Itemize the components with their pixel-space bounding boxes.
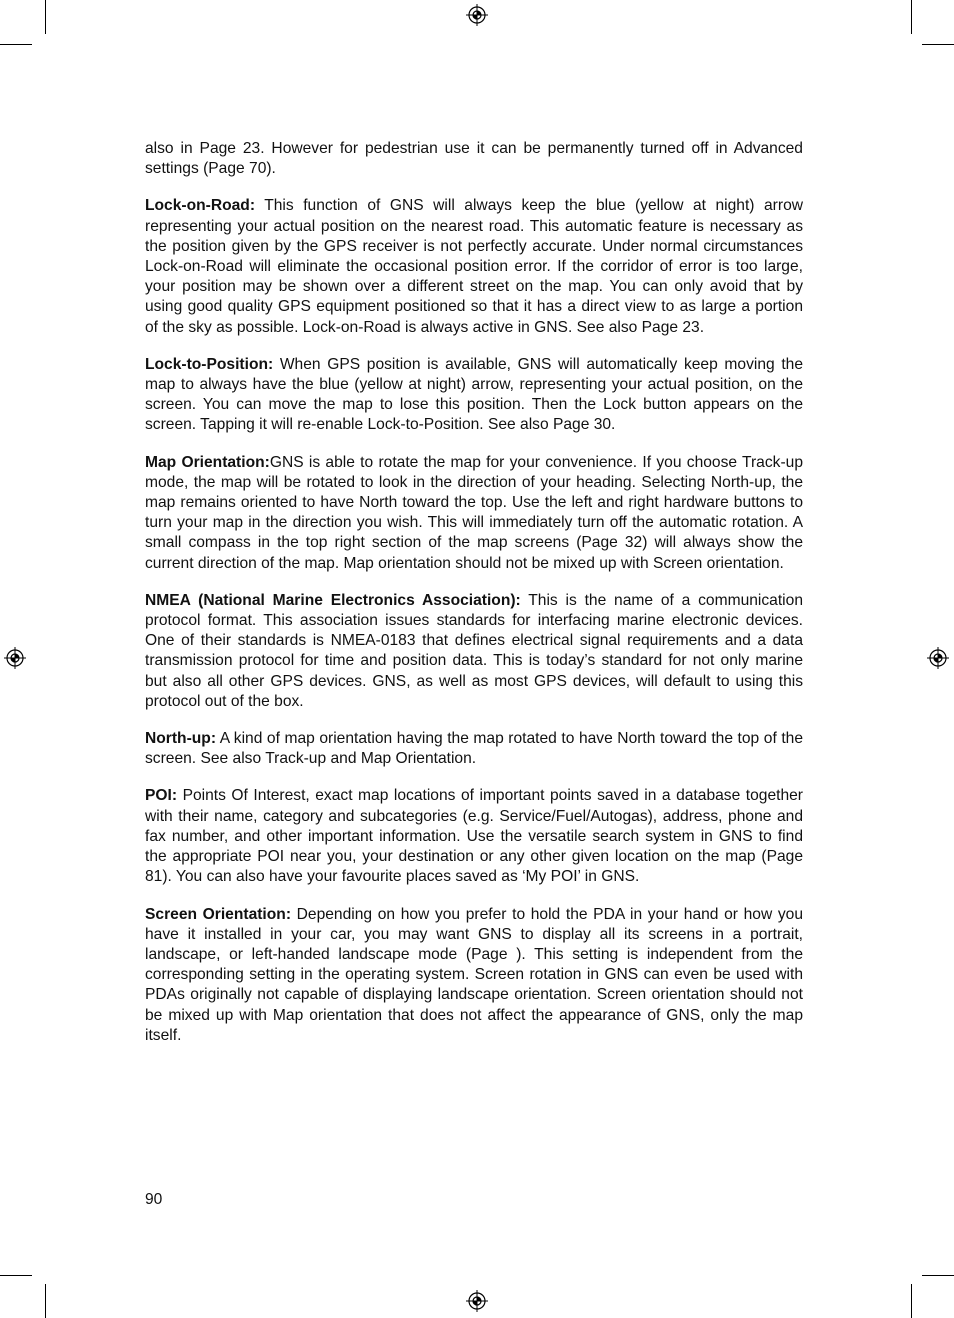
intro-paragraph: also in Page 23. However for pedestrian use it can be permanently turned off in Advanced settings (Page 70). [145, 140, 803, 178]
glossary-term: NMEA (National Marine Electronics Association): [145, 591, 521, 609]
glossary-definition: Depending on how you prefer to hold the PDA in your hand or how you have it installed in your car, you may want GNS to display all its screens in a portrait, landscape, or left-handed landscape mode (Page ). This setting is independent from the corresponding setting in the operating system. Screen rotation in GNS can even be used with PDAs originally not capable of displaying landscape orientation. Screen orientation should not be mixed up with Map orientation that does not affect the appearance of GNS, only the map itself. [145, 905, 803, 1044]
glossary-definition: This function of GNS will always keep the blue (yellow at night) arrow representing your actual position on the nearest road. This automatic feature is necessary as the position given by the GPS receiver is not perfectly accurate. Under normal circumstances Lock-on-Road will eliminate the occasional position error. If the corridor of error is too large, your position may be shown over a different street on the map. You can only avoid that by using good quality GPS equipment positioned so that it has a direct view to as large a portion of the sky as possible. Lock-on-Road is always active in GNS. See also Page 23. [145, 197, 803, 336]
page-number: 90 [145, 1191, 163, 1208]
glossary-entry-screen-orientation [145, 905, 803, 1046]
glossary-entry-lock-on-road [145, 196, 803, 337]
glossary-term: Lock-on-Road: [145, 197, 256, 215]
glossary-body [145, 139, 803, 1063]
glossary-definition: Points Of Interest, exact map locations of important points saved in a database together with their name, category and subcategories (e.g. Service/Fuel/Autogas), address, phone and fax number, and other important information. Use the versatile search system in GNS to find the appropriate POI near you, your destination or any other given location on the map (Page 81). You can also have your favourite places saved as ‘My POI’ in GNS. [145, 787, 803, 886]
glossary-term: Screen Orientation: [145, 905, 292, 923]
glossary-entry-nmea [145, 591, 803, 712]
glossary-entry-map-orientation [145, 453, 803, 574]
glossary-definition: GNS is able to rotate the map for your convenience. If you choose Track-up mode, the map will be rotated to look in the direction of your heading. Selecting North-up, the map remains oriented to have North toward the top. Use the left and right hardware buttons to turn your map in the direction you wish. This will immediately turn off the automatic rotation. A small compass in the top right section of the map screens (Page 32) will always show the current direction of the map. Map orientation should not be mixed up with Screen orientation. [145, 453, 803, 572]
registration-mark-right-icon [927, 647, 949, 669]
registration-mark-left-icon [4, 647, 26, 669]
crop-mark-top-left-vertical [45, 0, 46, 34]
registration-mark-bottom-icon [466, 1290, 488, 1312]
crop-mark-bottom-right-horizontal [922, 1275, 954, 1276]
glossary-entry-north-up [145, 729, 803, 769]
registration-mark-top-icon [466, 4, 488, 26]
glossary-term: Lock-to-Position: [145, 355, 274, 373]
glossary-entry-lock-to-position [145, 355, 803, 436]
crop-mark-top-left-horizontal [0, 44, 32, 45]
glossary-definition: When GPS position is available, GNS will automatically keep moving the map to always have the blue (yellow at night) arrow, representing your actual position, on the screen. You can move the map to lose this position. Then the Lock button appears on the screen. Tapping it will re-enable Lock-to-Position. See also Page 30. [145, 355, 803, 434]
crop-mark-bottom-left-vertical [45, 1284, 46, 1318]
crop-mark-bottom-left-horizontal [0, 1275, 32, 1276]
glossary-definition: This is the name of a communication protocol format. This association issues standards for interfacing marine electronic devices. One of their standards is NMEA-0183 that defines electrical signal requirements and a data transmission protocol for time and position data. This is today’s standard for not only marine but also all other GPS devices. GNS, as well as most GPS devices, will default to using this protocol out of the box. [145, 591, 803, 710]
glossary-entry-poi [145, 786, 803, 887]
crop-mark-bottom-right-vertical [911, 1284, 912, 1318]
glossary-term: POI: [145, 787, 178, 805]
glossary-term: Map Orientation: [145, 453, 270, 471]
glossary-term: North-up: [145, 730, 217, 748]
crop-mark-top-right-vertical [911, 0, 912, 34]
crop-mark-top-right-horizontal [922, 44, 954, 45]
glossary-definition: A kind of map orientation having the map rotated to have North toward the top of the screen. See also Track-up and Map Orientation. [145, 730, 803, 768]
